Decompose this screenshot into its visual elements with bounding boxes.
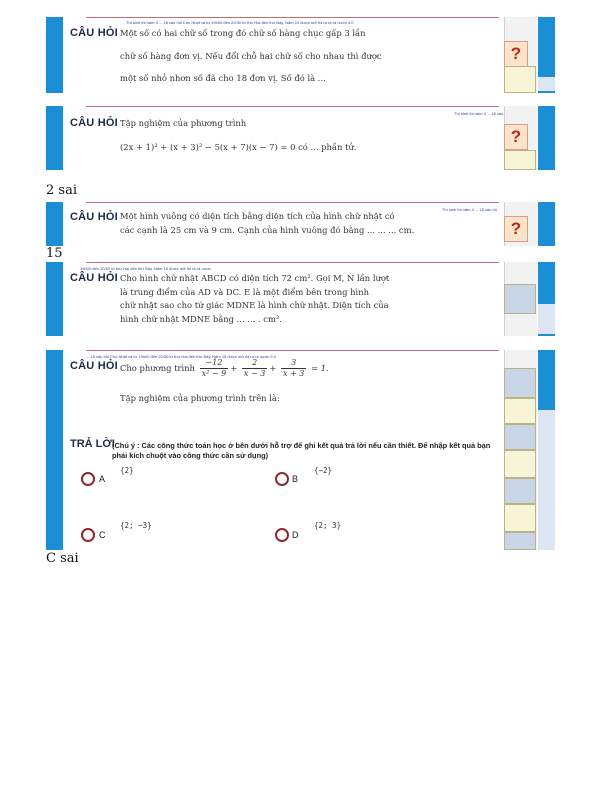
question-label: CÂU HỎI bbox=[70, 272, 118, 284]
option-c-letter: C bbox=[99, 530, 106, 540]
tool-cell[interactable] bbox=[504, 66, 536, 93]
left-accent-bar bbox=[46, 350, 63, 550]
help-icon[interactable]: ? bbox=[504, 41, 528, 67]
equation: Cho phương trình $\frac{-12}{\text{x² − 9}}$ + $\frac{2}{x - 3}$ + $\frac{3}{x + 3}$ = 1. bbox=[120, 358, 329, 378]
tool-cell[interactable] bbox=[504, 284, 536, 314]
question-label: CÂU HỎI bbox=[70, 211, 118, 223]
option-a-radio[interactable] bbox=[81, 472, 95, 486]
option-b-letter: B bbox=[292, 474, 299, 484]
question-label: CÂU HỎI bbox=[70, 117, 118, 129]
note-text: 2 sai bbox=[46, 183, 77, 198]
question-text: Cho hình chữ nhật ABCD có diện tích 72 cm². Gọi M, N lần lượt là trung điểm của AD và DC. E là một điểm bên trong hình chữ nhật sao cho tứ giác MDNE là hình chữ nhật. Diện tích của hình chữ nhật MDNE bằng ... ... . cm². bbox=[120, 273, 390, 324]
left-accent-bar bbox=[46, 106, 63, 170]
divider bbox=[86, 106, 499, 107]
option-d-radio[interactable] bbox=[275, 528, 289, 542]
banner-text: 19h00 đến 20/30 từ thứ Hai đến thứ Bảy. Năm 15 được mở thi ra ra nước bbox=[80, 266, 212, 271]
option-b-value[interactable]: {−2} bbox=[314, 466, 333, 475]
banner-text: Thí sinh thi năm 4 ... 18 câu hỏ bbox=[442, 207, 497, 212]
option-c-value[interactable]: {2; −3} bbox=[120, 521, 152, 530]
option-d-letter: D bbox=[292, 530, 299, 540]
scrollbar[interactable] bbox=[538, 77, 555, 91]
right-accent-bar bbox=[538, 106, 555, 170]
question-card-3 bbox=[46, 202, 555, 246]
divider bbox=[86, 17, 499, 18]
tool-cell[interactable] bbox=[504, 424, 536, 450]
option-a-letter: A bbox=[99, 474, 106, 484]
question-card-2 bbox=[46, 106, 555, 170]
question-text: Một hình vuông có diện tích bằng diện tích của hình chữ nhật có các cạnh là 25 cm và 9 cm. Cạnh của hình vuông đó bằng ... ... ... cm. bbox=[120, 211, 415, 235]
question-card-4 bbox=[46, 262, 555, 336]
question-prompt: Tập nghiệm của phương trình trên là: bbox=[120, 393, 280, 403]
question-text: Một số có hai chữ số trong đó chữ số hàng chục gấp 3 lần chữ số hàng đơn vị. Nếu đổi chỗ hai chữ số cho nhau thì được một số nhỏ nhơn số đã cho 18 đơn vị. Số đó là ... bbox=[120, 28, 382, 83]
tool-cell[interactable] bbox=[504, 450, 536, 478]
left-accent-bar bbox=[46, 262, 63, 336]
right-accent-bar bbox=[538, 202, 555, 246]
banner-text: ... 18 câu hỏi Chú Nhật và từ 19h00 đến 20/30 từ thứ Hai đến thứ Bảy. Năm 15 được mở thi ra ra nước 5.0 bbox=[86, 354, 276, 359]
divider bbox=[86, 262, 499, 263]
tool-cell[interactable] bbox=[504, 504, 536, 532]
question-text: Tập nghiệm của phương trình (2x + 1)² + (x + 3)² − 5(x + 7)(x − 7) = 0 có ... phần tử. bbox=[120, 118, 357, 152]
option-a-value[interactable]: {2} bbox=[120, 466, 134, 475]
left-accent-bar bbox=[46, 202, 63, 246]
option-b-radio[interactable] bbox=[275, 472, 289, 486]
question-label: CÂU HỎI bbox=[70, 360, 118, 372]
scrollbar[interactable] bbox=[538, 410, 555, 550]
hint-text: (Chú ý : Các công thức toán học ở bên dưới hỗ trợ để ghi kết quả trả lời nếu cần thiết. Để nhập kết quả bạn phải kích chuột vào công thức cần sử dụng) bbox=[112, 441, 491, 460]
help-icon[interactable]: ? bbox=[504, 124, 528, 150]
help-icon[interactable]: ? bbox=[504, 216, 528, 242]
tool-cell[interactable] bbox=[504, 150, 536, 170]
divider bbox=[86, 350, 499, 351]
divider bbox=[86, 202, 499, 203]
question-card-1 bbox=[46, 17, 555, 93]
note-text: C sai bbox=[46, 551, 79, 566]
banner-text: Thí sinh thi năm 4 ... 18 câu bbox=[454, 111, 504, 116]
question-label: CÂU HỎI bbox=[70, 27, 118, 39]
option-c-radio[interactable] bbox=[81, 528, 95, 542]
question-card-5 bbox=[46, 350, 555, 550]
answer-label: TRẢ LỜI bbox=[70, 438, 115, 450]
tool-cell[interactable] bbox=[504, 532, 536, 550]
scrollbar[interactable] bbox=[538, 304, 555, 334]
left-accent-bar bbox=[46, 17, 63, 93]
note-text: 15 bbox=[46, 246, 63, 261]
banner-text: Thí sinh thi năm 4 ... 18 câu hỏi Chú Nhật và từ 19h00 đến 20/30 từ thứ Hai đến thứ Bảy. Năm 15 được mở thi ra ra ra nước 5.0 bbox=[126, 20, 354, 25]
option-d-value[interactable]: {2; 3} bbox=[314, 521, 342, 530]
tool-cell[interactable] bbox=[504, 368, 536, 398]
tool-cell[interactable] bbox=[504, 478, 536, 504]
tool-cell[interactable] bbox=[504, 398, 536, 424]
